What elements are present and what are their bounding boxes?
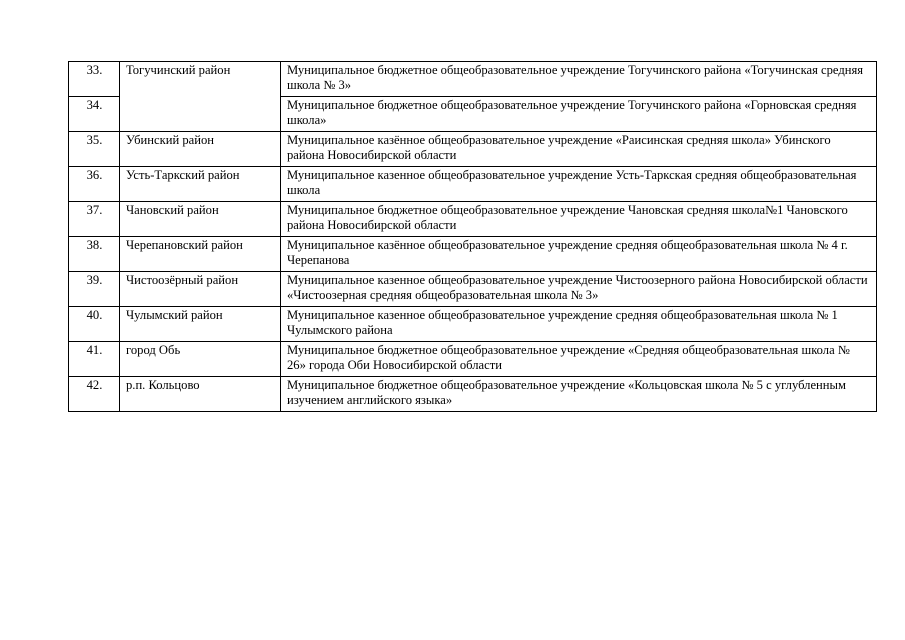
row-number: 42. bbox=[69, 377, 120, 412]
institution-name: Муниципальное казенное общеобразовательное учреждение Усть-Таркская средняя общеобразовательная школа bbox=[281, 167, 877, 202]
table-row bbox=[69, 377, 877, 412]
district-name: Черепановский район bbox=[120, 237, 281, 272]
row-number: 40. bbox=[69, 307, 120, 342]
institution-name: Муниципальное бюджетное общеобразовательное учреждение Тогучинского района «Горновская средняя школа» bbox=[281, 97, 877, 132]
table-row bbox=[69, 167, 877, 202]
table-row bbox=[69, 342, 877, 377]
institution-name: Муниципальное казённое общеобразовательное учреждение «Раисинская средняя школа» Убинского района Новосибирской области bbox=[281, 132, 877, 167]
table-row bbox=[69, 202, 877, 237]
row-number: 38. bbox=[69, 237, 120, 272]
institution-name: Муниципальное казённое общеобразовательное учреждение средняя общеобразовательная школа № 4 г. Черепанова bbox=[281, 237, 877, 272]
table-row bbox=[69, 237, 877, 272]
district-name: Чановский район bbox=[120, 202, 281, 237]
institution-name: Муниципальное бюджетное общеобразовательное учреждение Тогучинского района «Тогучинская средняя школа № 3» bbox=[281, 62, 877, 97]
district-name: Чистоозёрный район bbox=[120, 272, 281, 307]
row-number: 36. bbox=[69, 167, 120, 202]
row-number: 33. bbox=[69, 62, 120, 97]
table-row bbox=[69, 132, 877, 167]
district-name: Чулымский район bbox=[120, 307, 281, 342]
institution-name: Муниципальное казенное общеобразовательное учреждение средняя общеобразовательная школа № 1 Чулымского района bbox=[281, 307, 877, 342]
institution-name: Муниципальное бюджетное общеобразовательное учреждение Чановская средняя школа№1 Чановского района Новосибирской области bbox=[281, 202, 877, 237]
district-name: р.п. Кольцово bbox=[120, 377, 281, 412]
schools-table bbox=[68, 61, 877, 412]
table-row bbox=[69, 272, 877, 307]
row-number: 35. bbox=[69, 132, 120, 167]
row-number: 39. bbox=[69, 272, 120, 307]
district-name: Тогучинский район bbox=[120, 62, 281, 132]
institution-name: Муниципальное бюджетное общеобразовательное учреждение «Кольцовская школа № 5 с углубленным изучением английского языка» bbox=[281, 377, 877, 412]
table-row bbox=[69, 62, 877, 97]
institution-name: Муниципальное казенное общеобразовательное учреждение Чистоозерного района Новосибирской области «Чистоозерная средняя общеобразовательная школа № 3» bbox=[281, 272, 877, 307]
row-number: 34. bbox=[69, 97, 120, 132]
table-row bbox=[69, 307, 877, 342]
institution-name: Муниципальное бюджетное общеобразовательное учреждение «Средняя общеобразовательная школа № 26» города Оби Новосибирской области bbox=[281, 342, 877, 377]
district-name: город Обь bbox=[120, 342, 281, 377]
row-number: 41. bbox=[69, 342, 120, 377]
district-name: Убинский район bbox=[120, 132, 281, 167]
district-name: Усть-Таркский район bbox=[120, 167, 281, 202]
row-number: 37. bbox=[69, 202, 120, 237]
